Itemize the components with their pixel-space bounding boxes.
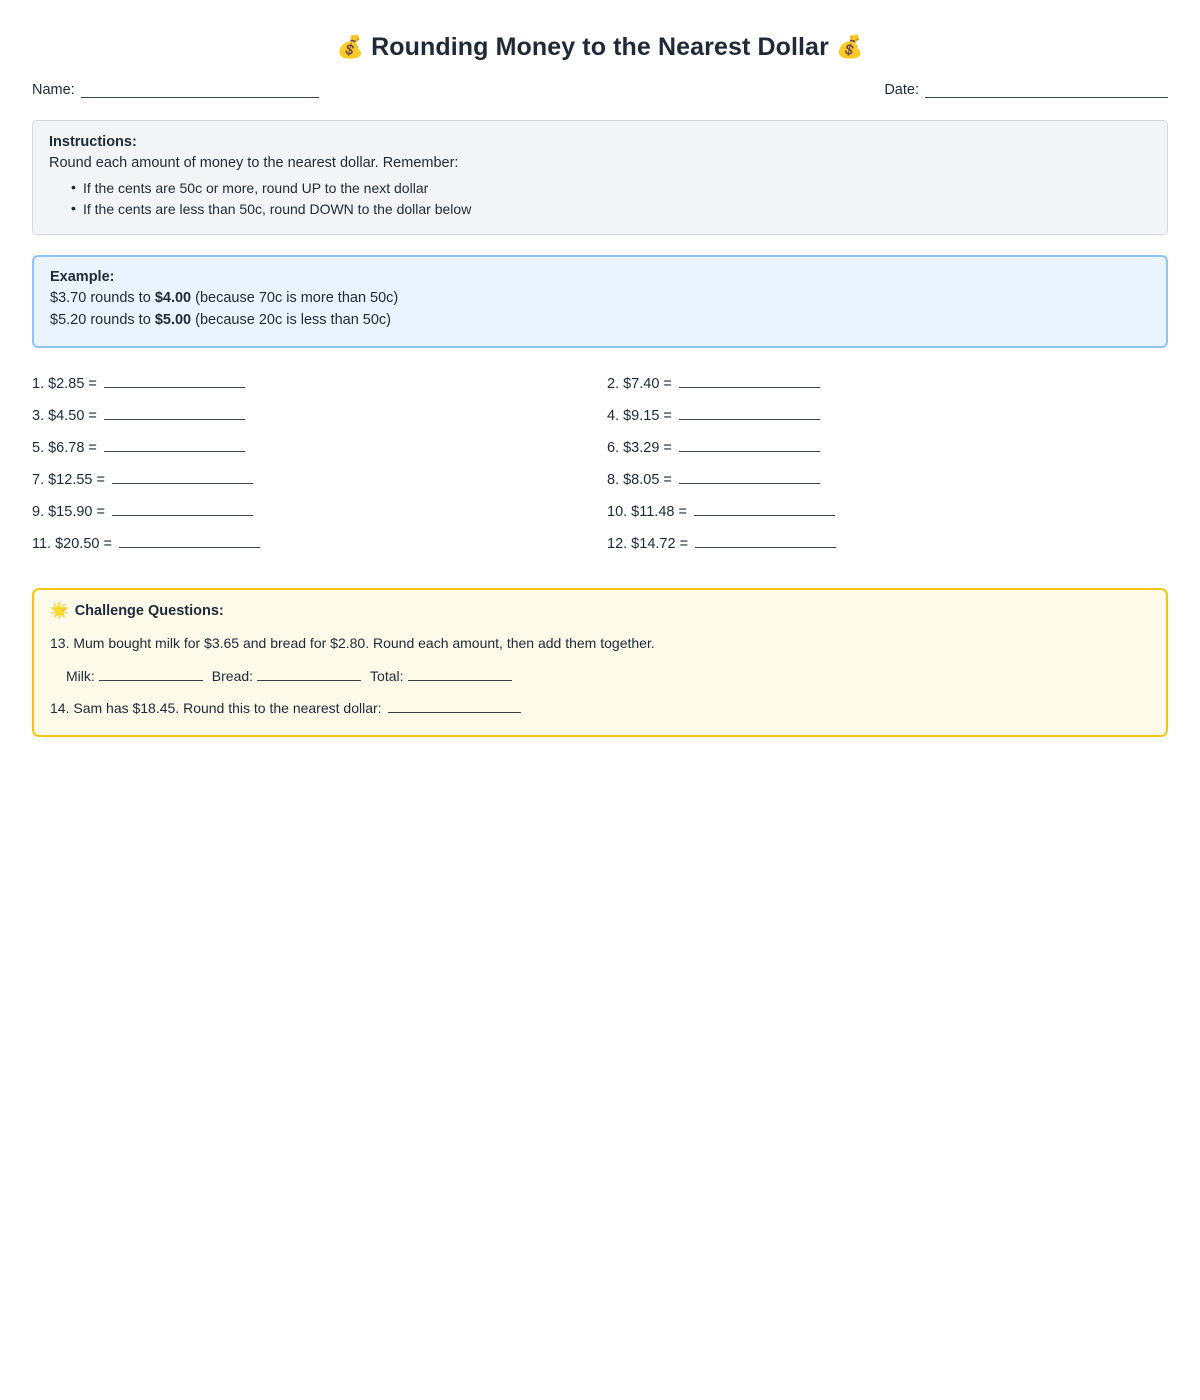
name-label: Name: xyxy=(32,82,75,98)
answer-blank[interactable] xyxy=(694,502,835,516)
question-label: 6. $3.29 = xyxy=(607,439,672,456)
question-label: 1. $2.85 = xyxy=(32,375,97,392)
instructions-heading: Instructions: xyxy=(49,134,137,150)
example-heading: Example: xyxy=(50,269,115,286)
question-label: 11. $20.50 = xyxy=(32,535,112,552)
instructions-box xyxy=(32,120,1168,235)
example-line-1 xyxy=(50,288,1150,310)
challenge-question-13: 13. Mum bought milk for $3.65 and bread for $2.80. Round each amount, then add them together. xyxy=(50,634,655,651)
money-bag-icon: 💰 xyxy=(336,34,365,59)
question-item xyxy=(32,406,607,438)
challenge-question-14-text: 14. Sam has $18.45. Round this to the nearest dollar: xyxy=(50,699,382,716)
instructions-bullet: • If the cents are less than 50c, round DOWN to the dollar below xyxy=(49,199,1151,220)
total-label: Total: xyxy=(370,667,404,684)
question-item xyxy=(32,502,607,534)
challenge-13-blanks xyxy=(50,667,1150,684)
challenge-box xyxy=(32,588,1168,737)
answer-blank[interactable] xyxy=(679,406,820,420)
q14-answer-blank[interactable] xyxy=(388,699,521,713)
question-item xyxy=(607,406,1182,438)
answer-blank[interactable] xyxy=(119,534,260,548)
question-item xyxy=(607,502,1182,534)
instructions-bullet: • If the cents are 50c or more, round UP to the next dollar xyxy=(49,178,1151,199)
question-label: 12. $14.72 = xyxy=(607,535,689,552)
question-item xyxy=(32,470,607,502)
example-line-1-post: (because 70c is more than 50c) xyxy=(191,290,399,307)
instructions-text: Round each amount of money to the nearest dollar. Remember: xyxy=(49,155,459,171)
question-item xyxy=(607,438,1182,470)
example-line-2-pre: $5.20 rounds to xyxy=(50,312,155,329)
answer-blank[interactable] xyxy=(679,438,820,452)
money-bag-icon: 💰 xyxy=(835,34,864,59)
answer-blank[interactable] xyxy=(112,470,253,484)
answer-blank[interactable] xyxy=(679,374,820,388)
challenge-heading-row xyxy=(50,603,1150,619)
answer-blank[interactable] xyxy=(104,406,245,420)
question-item xyxy=(32,438,607,470)
instructions-bullet-list xyxy=(49,178,1151,219)
question-grid xyxy=(32,374,1168,566)
answer-blank[interactable] xyxy=(112,502,253,516)
bread-label: Bread: xyxy=(211,667,254,684)
answer-blank[interactable] xyxy=(104,374,245,388)
answer-blank[interactable] xyxy=(695,534,836,548)
question-item xyxy=(607,374,1182,406)
question-label: 10. $11.48 = xyxy=(607,503,687,520)
question-label: 7. $12.55 = xyxy=(32,471,105,488)
name-field-group xyxy=(32,82,319,98)
question-item xyxy=(607,470,1182,502)
name-input-line[interactable] xyxy=(81,84,319,98)
answer-blank[interactable] xyxy=(679,470,820,484)
page-title xyxy=(32,32,1168,62)
challenge-question-14 xyxy=(50,698,1150,719)
name-date-row xyxy=(32,82,1168,98)
example-line-1-result: $4.00 xyxy=(154,290,192,307)
challenge-heading: Challenge Questions: xyxy=(74,602,224,619)
question-item xyxy=(32,374,607,406)
milk-answer-blank[interactable] xyxy=(99,667,203,681)
example-line-1-pre: $3.70 rounds to xyxy=(50,290,155,307)
question-label: 3. $4.50 = xyxy=(32,407,97,424)
total-answer-blank[interactable] xyxy=(408,667,512,681)
page-title-text: Rounding Money to the Nearest Dollar xyxy=(371,33,829,61)
example-line-2-result: $5.00 xyxy=(154,312,192,329)
date-input-line[interactable] xyxy=(925,84,1168,98)
question-label: 9. $15.90 = xyxy=(32,503,105,520)
question-item xyxy=(32,534,607,566)
answer-blank[interactable] xyxy=(104,438,245,452)
question-item xyxy=(607,534,1182,566)
example-box xyxy=(32,255,1168,348)
date-field-group xyxy=(884,82,1168,98)
example-line-2-post: (because 20c is less than 50c) xyxy=(191,312,391,329)
question-label: 2. $7.40 = xyxy=(607,375,672,392)
question-label: 4. $9.15 = xyxy=(607,407,672,424)
bread-answer-blank[interactable] xyxy=(257,667,361,681)
question-label: 5. $6.78 = xyxy=(32,439,97,456)
star-icon: 🌟 xyxy=(50,602,69,620)
question-label: 8. $8.05 = xyxy=(607,471,672,488)
date-label: Date: xyxy=(884,82,919,98)
example-line-2 xyxy=(50,310,1150,332)
milk-label: Milk: xyxy=(66,667,95,684)
